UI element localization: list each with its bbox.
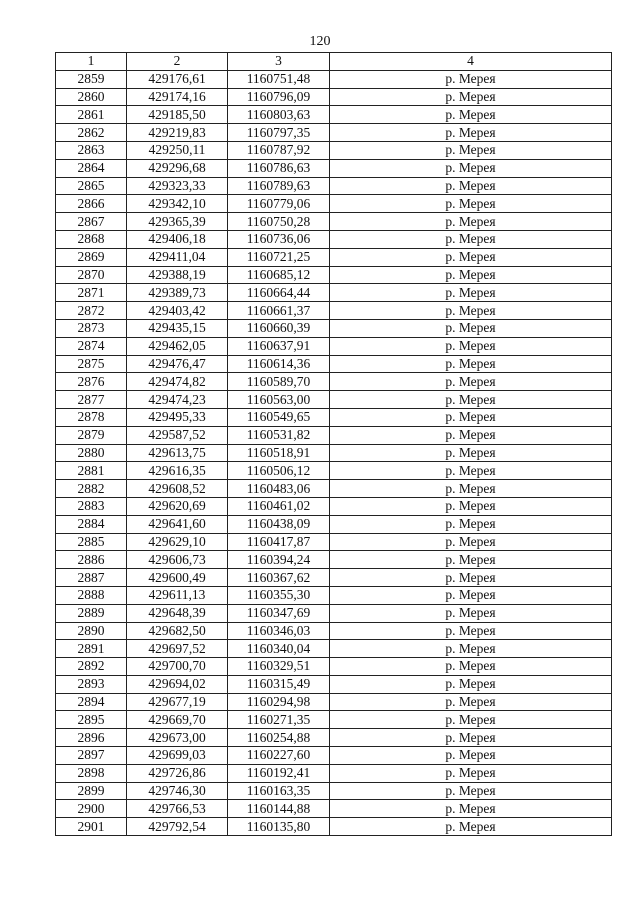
x-coordinate-cell: 429476,47 <box>127 355 228 373</box>
table-row <box>56 391 612 409</box>
table-body <box>56 70 612 835</box>
description-cell: р. Мерея <box>330 480 612 498</box>
y-coordinate-cell: 1160254,88 <box>228 729 330 747</box>
table-row <box>56 658 612 676</box>
table-row <box>56 675 612 693</box>
description-cell: р. Мерея <box>330 408 612 426</box>
table-row <box>56 444 612 462</box>
y-coordinate-cell: 1160664,44 <box>228 284 330 302</box>
table-row <box>56 764 612 782</box>
point-number-cell: 2863 <box>56 141 127 159</box>
description-cell: р. Мерея <box>330 106 612 124</box>
table-row <box>56 230 612 248</box>
description-cell: р. Мерея <box>330 391 612 409</box>
y-coordinate-cell: 1160531,82 <box>228 426 330 444</box>
table-row <box>56 586 612 604</box>
point-number-cell: 2894 <box>56 693 127 711</box>
table-row <box>56 213 612 231</box>
point-number-cell: 2889 <box>56 604 127 622</box>
header-row <box>56 53 612 71</box>
point-number-cell: 2867 <box>56 213 127 231</box>
x-coordinate-cell: 429697,52 <box>127 640 228 658</box>
column-header-2: 2 <box>127 53 228 71</box>
point-number-cell: 2885 <box>56 533 127 551</box>
description-cell: р. Мерея <box>330 515 612 533</box>
x-coordinate-cell: 429694,02 <box>127 675 228 693</box>
description-cell: р. Мерея <box>330 675 612 693</box>
point-number-cell: 2875 <box>56 355 127 373</box>
y-coordinate-cell: 1160294,98 <box>228 693 330 711</box>
description-cell: р. Мерея <box>330 70 612 88</box>
point-number-cell: 2877 <box>56 391 127 409</box>
point-number-cell: 2871 <box>56 284 127 302</box>
table-row <box>56 729 612 747</box>
point-number-cell: 2876 <box>56 373 127 391</box>
x-coordinate-cell: 429611,13 <box>127 586 228 604</box>
column-header-3: 3 <box>228 53 330 71</box>
table-row <box>56 551 612 569</box>
table-row <box>56 426 612 444</box>
table-row <box>56 515 612 533</box>
table-row <box>56 818 612 836</box>
point-number-cell: 2861 <box>56 106 127 124</box>
table-row <box>56 141 612 159</box>
point-number-cell: 2892 <box>56 658 127 676</box>
point-number-cell: 2872 <box>56 302 127 320</box>
x-coordinate-cell: 429411,04 <box>127 248 228 266</box>
table-row <box>56 373 612 391</box>
y-coordinate-cell: 1160736,06 <box>228 230 330 248</box>
table-row <box>56 106 612 124</box>
x-coordinate-cell: 429176,61 <box>127 70 228 88</box>
x-coordinate-cell: 429403,42 <box>127 302 228 320</box>
point-number-cell: 2880 <box>56 444 127 462</box>
x-coordinate-cell: 429677,19 <box>127 693 228 711</box>
x-coordinate-cell: 429365,39 <box>127 213 228 231</box>
table-row <box>56 569 612 587</box>
y-coordinate-cell: 1160506,12 <box>228 462 330 480</box>
y-coordinate-cell: 1160163,35 <box>228 782 330 800</box>
y-coordinate-cell: 1160637,91 <box>228 337 330 355</box>
y-coordinate-cell: 1160438,09 <box>228 515 330 533</box>
x-coordinate-cell: 429616,35 <box>127 462 228 480</box>
description-cell: р. Мерея <box>330 764 612 782</box>
point-number-cell: 2878 <box>56 408 127 426</box>
x-coordinate-cell: 429174,16 <box>127 88 228 106</box>
y-coordinate-cell: 1160135,80 <box>228 818 330 836</box>
coordinates-table <box>55 52 612 836</box>
y-coordinate-cell: 1160192,41 <box>228 764 330 782</box>
point-number-cell: 2891 <box>56 640 127 658</box>
y-coordinate-cell: 1160394,24 <box>228 551 330 569</box>
y-coordinate-cell: 1160340,04 <box>228 640 330 658</box>
x-coordinate-cell: 429620,69 <box>127 497 228 515</box>
table-row <box>56 88 612 106</box>
point-number-cell: 2893 <box>56 675 127 693</box>
x-coordinate-cell: 429474,23 <box>127 391 228 409</box>
y-coordinate-cell: 1160518,91 <box>228 444 330 462</box>
point-number-cell: 2868 <box>56 230 127 248</box>
x-coordinate-cell: 429587,52 <box>127 426 228 444</box>
x-coordinate-cell: 429296,68 <box>127 159 228 177</box>
table-row <box>56 319 612 337</box>
x-coordinate-cell: 429462,05 <box>127 337 228 355</box>
point-number-cell: 2901 <box>56 818 127 836</box>
x-coordinate-cell: 429766,53 <box>127 800 228 818</box>
description-cell: р. Мерея <box>330 248 612 266</box>
y-coordinate-cell: 1160315,49 <box>228 675 330 693</box>
y-coordinate-cell: 1160589,70 <box>228 373 330 391</box>
table-row <box>56 604 612 622</box>
y-coordinate-cell: 1160661,37 <box>228 302 330 320</box>
y-coordinate-cell: 1160563,00 <box>228 391 330 409</box>
description-cell: р. Мерея <box>330 426 612 444</box>
y-coordinate-cell: 1160803,63 <box>228 106 330 124</box>
point-number-cell: 2887 <box>56 569 127 587</box>
y-coordinate-cell: 1160329,51 <box>228 658 330 676</box>
point-number-cell: 2896 <box>56 729 127 747</box>
x-coordinate-cell: 429792,54 <box>127 818 228 836</box>
y-coordinate-cell: 1160461,02 <box>228 497 330 515</box>
table-row <box>56 337 612 355</box>
y-coordinate-cell: 1160271,35 <box>228 711 330 729</box>
x-coordinate-cell: 429669,70 <box>127 711 228 729</box>
description-cell: р. Мерея <box>330 177 612 195</box>
x-coordinate-cell: 429474,82 <box>127 373 228 391</box>
point-number-cell: 2884 <box>56 515 127 533</box>
point-number-cell: 2862 <box>56 124 127 142</box>
table-row <box>56 533 612 551</box>
y-coordinate-cell: 1160779,06 <box>228 195 330 213</box>
table-row <box>56 747 612 765</box>
table-row <box>56 195 612 213</box>
x-coordinate-cell: 429323,33 <box>127 177 228 195</box>
point-number-cell: 2881 <box>56 462 127 480</box>
description-cell: р. Мерея <box>330 284 612 302</box>
x-coordinate-cell: 429746,30 <box>127 782 228 800</box>
description-cell: р. Мерея <box>330 195 612 213</box>
description-cell: р. Мерея <box>330 782 612 800</box>
table-row <box>56 782 612 800</box>
description-cell: р. Мерея <box>330 658 612 676</box>
description-cell: р. Мерея <box>330 355 612 373</box>
y-coordinate-cell: 1160789,63 <box>228 177 330 195</box>
page-number: 120 <box>309 34 331 49</box>
description-cell: р. Мерея <box>330 640 612 658</box>
table-row <box>56 266 612 284</box>
table-row <box>56 159 612 177</box>
description-cell: р. Мерея <box>330 462 612 480</box>
description-cell: р. Мерея <box>330 337 612 355</box>
point-number-cell: 2895 <box>56 711 127 729</box>
table-row <box>56 622 612 640</box>
y-coordinate-cell: 1160751,48 <box>228 70 330 88</box>
table-row <box>56 800 612 818</box>
y-coordinate-cell: 1160797,35 <box>228 124 330 142</box>
point-number-cell: 2888 <box>56 586 127 604</box>
y-coordinate-cell: 1160355,30 <box>228 586 330 604</box>
point-number-cell: 2899 <box>56 782 127 800</box>
point-number-cell: 2882 <box>56 480 127 498</box>
point-number-cell: 2873 <box>56 319 127 337</box>
table-row <box>56 693 612 711</box>
y-coordinate-cell: 1160660,39 <box>228 319 330 337</box>
y-coordinate-cell: 1160227,60 <box>228 747 330 765</box>
y-coordinate-cell: 1160750,28 <box>228 213 330 231</box>
y-coordinate-cell: 1160417,87 <box>228 533 330 551</box>
x-coordinate-cell: 429648,39 <box>127 604 228 622</box>
description-cell: р. Мерея <box>330 266 612 284</box>
description-cell: р. Мерея <box>330 551 612 569</box>
description-cell: р. Мерея <box>330 213 612 231</box>
column-header-1: 1 <box>56 53 127 71</box>
y-coordinate-cell: 1160721,25 <box>228 248 330 266</box>
table-row <box>56 70 612 88</box>
description-cell: р. Мерея <box>330 88 612 106</box>
description-cell: р. Мерея <box>330 729 612 747</box>
description-cell: р. Мерея <box>330 302 612 320</box>
description-cell: р. Мерея <box>330 533 612 551</box>
y-coordinate-cell: 1160614,36 <box>228 355 330 373</box>
y-coordinate-cell: 1160685,12 <box>228 266 330 284</box>
table-row <box>56 408 612 426</box>
table-header <box>56 53 612 71</box>
point-number-cell: 2890 <box>56 622 127 640</box>
y-coordinate-cell: 1160144,88 <box>228 800 330 818</box>
table-row <box>56 480 612 498</box>
table-row <box>56 302 612 320</box>
table-row <box>56 284 612 302</box>
table-row <box>56 355 612 373</box>
description-cell: р. Мерея <box>330 711 612 729</box>
x-coordinate-cell: 429699,03 <box>127 747 228 765</box>
description-cell: р. Мерея <box>330 124 612 142</box>
x-coordinate-cell: 429389,73 <box>127 284 228 302</box>
table-row <box>56 497 612 515</box>
x-coordinate-cell: 429388,19 <box>127 266 228 284</box>
table-row <box>56 177 612 195</box>
x-coordinate-cell: 429435,15 <box>127 319 228 337</box>
x-coordinate-cell: 429606,73 <box>127 551 228 569</box>
description-cell: р. Мерея <box>330 747 612 765</box>
x-coordinate-cell: 429726,86 <box>127 764 228 782</box>
point-number-cell: 2898 <box>56 764 127 782</box>
x-coordinate-cell: 429250,11 <box>127 141 228 159</box>
description-cell: р. Мерея <box>330 622 612 640</box>
point-number-cell: 2886 <box>56 551 127 569</box>
description-cell: р. Мерея <box>330 159 612 177</box>
x-coordinate-cell: 429613,75 <box>127 444 228 462</box>
y-coordinate-cell: 1160787,92 <box>228 141 330 159</box>
table-row <box>56 124 612 142</box>
description-cell: р. Мерея <box>330 569 612 587</box>
x-coordinate-cell: 429600,49 <box>127 569 228 587</box>
table-row <box>56 640 612 658</box>
point-number-cell: 2870 <box>56 266 127 284</box>
y-coordinate-cell: 1160796,09 <box>228 88 330 106</box>
description-cell: р. Мерея <box>330 497 612 515</box>
y-coordinate-cell: 1160786,63 <box>228 159 330 177</box>
y-coordinate-cell: 1160549,65 <box>228 408 330 426</box>
description-cell: р. Мерея <box>330 319 612 337</box>
y-coordinate-cell: 1160483,06 <box>228 480 330 498</box>
description-cell: р. Мерея <box>330 444 612 462</box>
point-number-cell: 2874 <box>56 337 127 355</box>
x-coordinate-cell: 429629,10 <box>127 533 228 551</box>
description-cell: р. Мерея <box>330 800 612 818</box>
table-row <box>56 711 612 729</box>
y-coordinate-cell: 1160347,69 <box>228 604 330 622</box>
point-number-cell: 2897 <box>56 747 127 765</box>
description-cell: р. Мерея <box>330 230 612 248</box>
point-number-cell: 2860 <box>56 88 127 106</box>
x-coordinate-cell: 429673,00 <box>127 729 228 747</box>
y-coordinate-cell: 1160367,62 <box>228 569 330 587</box>
description-cell: р. Мерея <box>330 586 612 604</box>
table-row <box>56 248 612 266</box>
point-number-cell: 2859 <box>56 70 127 88</box>
x-coordinate-cell: 429495,33 <box>127 408 228 426</box>
x-coordinate-cell: 429641,60 <box>127 515 228 533</box>
point-number-cell: 2879 <box>56 426 127 444</box>
point-number-cell: 2900 <box>56 800 127 818</box>
x-coordinate-cell: 429219,83 <box>127 124 228 142</box>
table-row <box>56 462 612 480</box>
x-coordinate-cell: 429185,50 <box>127 106 228 124</box>
x-coordinate-cell: 429608,52 <box>127 480 228 498</box>
description-cell: р. Мерея <box>330 604 612 622</box>
point-number-cell: 2864 <box>56 159 127 177</box>
x-coordinate-cell: 429406,18 <box>127 230 228 248</box>
x-coordinate-cell: 429700,70 <box>127 658 228 676</box>
column-header-4: 4 <box>330 53 612 71</box>
point-number-cell: 2865 <box>56 177 127 195</box>
description-cell: р. Мерея <box>330 818 612 836</box>
point-number-cell: 2883 <box>56 497 127 515</box>
x-coordinate-cell: 429342,10 <box>127 195 228 213</box>
description-cell: р. Мерея <box>330 693 612 711</box>
y-coordinate-cell: 1160346,03 <box>228 622 330 640</box>
description-cell: р. Мерея <box>330 373 612 391</box>
point-number-cell: 2869 <box>56 248 127 266</box>
point-number-cell: 2866 <box>56 195 127 213</box>
x-coordinate-cell: 429682,50 <box>127 622 228 640</box>
description-cell: р. Мерея <box>330 141 612 159</box>
